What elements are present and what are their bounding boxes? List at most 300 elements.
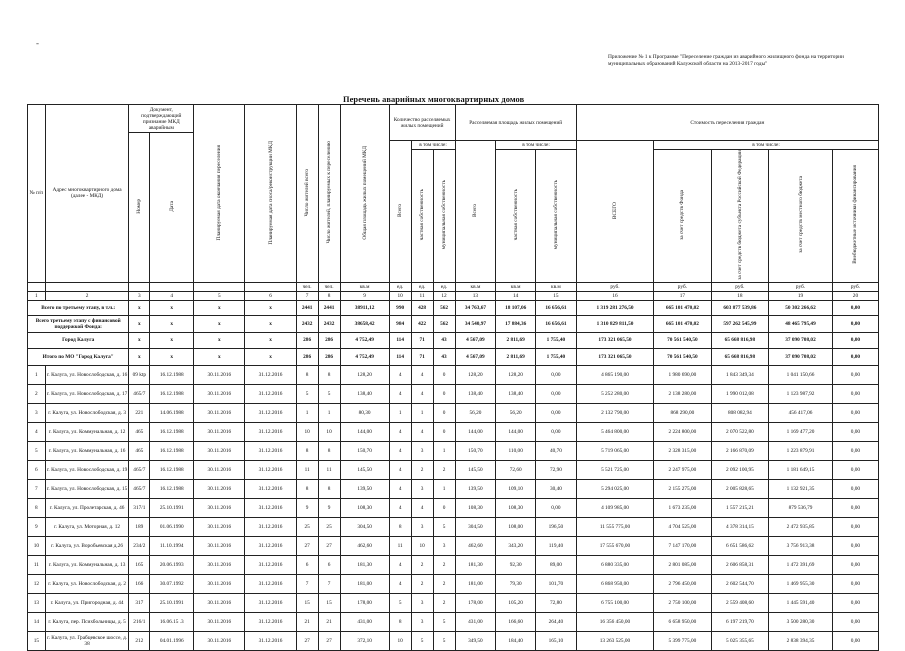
row-address: г. Калуга, пер. Психбольницы, д. 5 <box>45 612 129 631</box>
row-cell: 128,20 <box>496 365 536 384</box>
summary-cell: x <box>194 300 245 315</box>
row-cell: 8 <box>296 365 318 384</box>
row-cell: 31.12.2016 <box>245 498 296 517</box>
row-cell: 21 <box>296 612 318 631</box>
row-cell: 72,90 <box>536 460 577 479</box>
row-cell: 2 559 408,60 <box>711 593 768 612</box>
row-cell: 11 555 775,00 <box>576 517 653 536</box>
summary-cell: 70 561 540,50 <box>654 332 711 348</box>
unit-cell: кв.м <box>536 282 577 291</box>
summary-cell: 173 321 065,50 <box>576 332 653 348</box>
row-cell: 2 796 450,00 <box>654 574 711 593</box>
row-cell: 20.06.1993 <box>150 555 194 574</box>
unit-cell: руб. <box>769 282 833 291</box>
column-number-cell: 2 <box>45 291 129 300</box>
row-cell: 0,00 <box>832 536 878 555</box>
unit-cell: кв.м <box>496 282 536 291</box>
row-cell: 0,00 <box>832 612 878 631</box>
table-row <box>28 422 879 441</box>
column-number-cell: 18 <box>711 291 768 300</box>
row-cell: 0 <box>433 403 455 422</box>
table-row <box>28 536 879 555</box>
row-address: г. Калуга, ул. Новослободская, д. 19 <box>45 460 129 479</box>
row-address: г. Калуга, ул. Коммунальная, д. 16 <box>45 441 129 460</box>
row-cell: 6 <box>318 555 340 574</box>
summary-cell: 4 567,09 <box>455 348 496 365</box>
row-cell: 1 <box>296 403 318 422</box>
summary-cell: 37 090 708,02 <box>769 348 833 365</box>
summary-cell: x <box>245 315 296 332</box>
row-cell: 01.06.1990 <box>150 517 194 536</box>
row-number: 1 <box>28 365 46 384</box>
row-cell: 108,00 <box>496 517 536 536</box>
summary-cell: 71 <box>411 332 433 348</box>
row-cell: 31.12.2016 <box>245 460 296 479</box>
row-cell: 31.12.2016 <box>245 403 296 422</box>
row-cell: 181,30 <box>340 555 389 574</box>
row-cell: 1 223 879,91 <box>769 441 833 460</box>
summary-cell: 70 561 540,50 <box>654 348 711 365</box>
row-cell: 10 <box>318 422 340 441</box>
unit-cell <box>45 282 129 291</box>
row-cell: 0 <box>433 422 455 441</box>
row-cell: 5 521 725,00 <box>576 460 653 479</box>
column-number-cell: 15 <box>536 291 577 300</box>
row-cell: 5 252 280,00 <box>576 384 653 403</box>
column-number-cell: 12 <box>433 291 455 300</box>
summary-cell: 422 <box>411 315 433 332</box>
row-cell: 30.11.2016 <box>194 536 245 555</box>
row-cell: 30,40 <box>536 479 577 498</box>
row-cell: 0 <box>433 498 455 517</box>
row-cell: 56,20 <box>496 403 536 422</box>
row-address: г. Калуга, ул. Моторная, д. 12 <box>45 517 129 536</box>
header-area-private: частная собственность <box>496 150 536 283</box>
row-address: г. Калуга, ул. Новослободская, д. 2 <box>45 574 129 593</box>
row-cell: 11 <box>389 536 411 555</box>
row-cell: 21 <box>318 612 340 631</box>
row-cell: 110,00 <box>496 441 536 460</box>
row-cell: 3 <box>433 536 455 555</box>
summary-cell: x <box>245 300 296 315</box>
summary-cell: x <box>129 348 150 365</box>
row-cell: 139,50 <box>340 479 389 498</box>
row-address: г. Калуга, ул. Воробьевская д.26 <box>45 536 129 555</box>
row-cell: 184,40 <box>496 631 536 650</box>
row-cell: 3 <box>411 517 433 536</box>
row-cell: 2 <box>433 460 455 479</box>
row-cell: 144,00 <box>496 422 536 441</box>
row-cell: 465/7 <box>129 460 150 479</box>
row-cell: 6 868 950,00 <box>576 574 653 593</box>
row-cell: 30.11.2016 <box>194 460 245 479</box>
row-cell: 0,00 <box>832 479 878 498</box>
row-number: 2 <box>28 384 46 403</box>
header-planned-resettlement: Планируемая дата окончания переселения <box>194 105 245 283</box>
row-cell: 31.12.2016 <box>245 612 296 631</box>
row-cell: 0,00 <box>832 517 878 536</box>
row-number: 12 <box>28 574 46 593</box>
row-cell: 5 464 800,00 <box>576 422 653 441</box>
header-cost-local: за счет средств местного бюджета <box>769 150 833 283</box>
row-cell: 31.12.2016 <box>245 555 296 574</box>
unit-cell: ед. <box>411 282 433 291</box>
row-address: г. Калуга, ул. Новослободская, д. 15 <box>45 479 129 498</box>
row-cell: 4 <box>389 441 411 460</box>
table-row <box>28 593 879 612</box>
row-cell: 212 <box>129 631 150 650</box>
document-title: Перечень аварийных многоквартирных домов <box>343 95 525 104</box>
row-cell: 31.12.2016 <box>245 574 296 593</box>
summary-cell: 18 107,06 <box>496 300 536 315</box>
row-cell: 139,50 <box>455 479 496 498</box>
row-cell: 10 <box>389 631 411 650</box>
row-cell: 72,80 <box>536 593 577 612</box>
row-cell: 30.11.2016 <box>194 593 245 612</box>
row-cell: 7 147 170,00 <box>654 536 711 555</box>
summary-cell: 43 <box>433 332 455 348</box>
unit-cell: руб. <box>832 282 878 291</box>
row-cell: 11 <box>296 460 318 479</box>
row-cell: 1 843 349,34 <box>711 365 768 384</box>
header-area-group: Расселяемая площадь жилых помещений <box>455 105 576 141</box>
row-cell: 30.11.2016 <box>194 631 245 650</box>
row-cell: 5 <box>433 631 455 650</box>
row-cell: 1 041 150,66 <box>769 365 833 384</box>
row-cell: 2 606 858,31 <box>711 555 768 574</box>
row-cell: 0,00 <box>832 574 878 593</box>
row-cell: 16.12.1988 <box>150 365 194 384</box>
header-count-total: Всего <box>389 141 411 283</box>
row-cell: 8 <box>318 365 340 384</box>
row-cell: 4 109 985,00 <box>576 498 653 517</box>
summary-cell: x <box>150 348 194 365</box>
column-number-cell: 9 <box>340 291 389 300</box>
summary-cell: 38911,12 <box>340 300 389 315</box>
row-cell: 0,00 <box>832 403 878 422</box>
row-cell: 189 <box>129 517 150 536</box>
summary-cell: x <box>150 315 194 332</box>
row-cell: 4 <box>411 498 433 517</box>
row-address: г. Калуга, ул. Новослободская, д. 3 <box>45 403 129 422</box>
column-number-cell: 20 <box>832 291 878 300</box>
column-number-cell: 13 <box>455 291 496 300</box>
row-cell: 79,30 <box>496 574 536 593</box>
summary-cell: x <box>194 332 245 348</box>
row-cell: 145,50 <box>455 460 496 479</box>
row-cell: 0,00 <box>832 631 878 650</box>
row-cell: 465 <box>129 441 150 460</box>
header-area-including: в том числе: <box>496 141 576 150</box>
summary-cell: 2 811,69 <box>496 348 536 365</box>
row-cell: 2 801 085,00 <box>654 555 711 574</box>
row-number: 14 <box>28 612 46 631</box>
summary-cell: 2432 <box>318 315 340 332</box>
summary-cell: 38658,42 <box>340 315 389 332</box>
summary-cell: 65 668 816,98 <box>711 348 768 365</box>
summary-cell: 0,00 <box>832 300 878 315</box>
header-cost-region: за счет средств бюджета субъекта Российской Федерации <box>711 150 768 283</box>
row-address: г. Калуга, ул. Коммунальная, д. 12 <box>45 422 129 441</box>
row-cell: 2 092 100,95 <box>711 460 768 479</box>
row-cell: 4 <box>389 555 411 574</box>
table-row <box>28 631 879 650</box>
header-cost-including: в том числе: <box>654 141 879 150</box>
row-cell: 16.06.15 .3 <box>150 612 194 631</box>
unit-cell: ед. <box>389 282 411 291</box>
row-cell: 30.11.2016 <box>194 403 245 422</box>
row-cell: 108,30 <box>496 498 536 517</box>
row-number: 5 <box>28 441 46 460</box>
row-cell: 0,00 <box>536 498 577 517</box>
row-cell: 128,20 <box>455 365 496 384</box>
row-cell: 4 <box>389 574 411 593</box>
row-cell: 0,00 <box>832 555 878 574</box>
row-cell: 16.12.1988 <box>150 384 194 403</box>
row-cell: 4 <box>411 384 433 403</box>
row-cell: 1 181 649,15 <box>769 460 833 479</box>
summary-cell: 4 752,49 <box>340 332 389 348</box>
row-cell: 3 500 280,30 <box>769 612 833 631</box>
table-row <box>28 365 879 384</box>
summary-cell: x <box>150 300 194 315</box>
row-cell: 2 328 315,00 <box>654 441 711 460</box>
summary-cell: 16 656,61 <box>536 315 577 332</box>
row-cell: 14.06.1988 <box>150 403 194 422</box>
row-cell: 16.12.1988 <box>150 460 194 479</box>
row-cell: 30.11.2016 <box>194 365 245 384</box>
row-cell: 2 132 790,00 <box>576 403 653 422</box>
summary-label: Итого по МО "Город Калуга" <box>28 348 129 365</box>
row-cell: 181,00 <box>455 574 496 593</box>
summary-cell: 4 752,49 <box>340 348 389 365</box>
row-address: г. Калуга, ул. Новослободская, д. 16 <box>45 365 129 384</box>
row-cell: 5 <box>433 612 455 631</box>
column-number-cell: 17 <box>654 291 711 300</box>
row-cell: 31.12.2016 <box>245 384 296 403</box>
header-total-area: Общая площадь жилых помещений МКД <box>340 105 389 283</box>
row-cell: 0,00 <box>536 403 577 422</box>
row-cell: 25.10.1991 <box>150 593 194 612</box>
summary-cell: 114 <box>389 332 411 348</box>
summary-cell: 2441 <box>318 300 340 315</box>
row-cell: 2 155 275,00 <box>654 479 711 498</box>
column-number-cell: 6 <box>245 291 296 300</box>
row-cell: 6 651 586,62 <box>711 536 768 555</box>
row-cell: 0 <box>433 365 455 384</box>
row-cell: 11 <box>318 460 340 479</box>
row-cell: 31.12.2016 <box>245 631 296 650</box>
row-cell: 16.12.1988 <box>150 479 194 498</box>
row-cell: 30.11.2016 <box>194 498 245 517</box>
row-cell: 27 <box>318 631 340 650</box>
row-cell: 1 <box>433 441 455 460</box>
row-cell: 30.11.2016 <box>194 574 245 593</box>
row-cell: 1 445 591,40 <box>769 593 833 612</box>
summary-cell: 562 <box>433 300 455 315</box>
summary-cell: 0,00 <box>832 348 878 365</box>
row-cell: 5 294 025,00 <box>576 479 653 498</box>
row-cell: 264,40 <box>536 612 577 631</box>
summary-cell: 428 <box>411 300 433 315</box>
row-cell: 145,50 <box>340 460 389 479</box>
summary-cell: 286 <box>318 348 340 365</box>
column-number-cell: 5 <box>194 291 245 300</box>
row-cell: 5 <box>318 384 340 403</box>
row-cell: 8 <box>296 441 318 460</box>
row-cell: 2 472 935,85 <box>769 517 833 536</box>
row-cell: 2 <box>433 555 455 574</box>
row-cell: 30.11.2016 <box>194 479 245 498</box>
summary-cell: 50 302 266,62 <box>769 300 833 315</box>
summary-cell: 114 <box>389 348 411 365</box>
row-cell: 166 <box>129 574 150 593</box>
row-cell: 15 <box>296 593 318 612</box>
row-cell: 4 <box>389 460 411 479</box>
row-cell: 30.11.2016 <box>194 555 245 574</box>
summary-cell: 990 <box>389 300 411 315</box>
row-cell: 1 469 955,30 <box>769 574 833 593</box>
summary-cell: 71 <box>411 348 433 365</box>
row-cell: 465/7 <box>129 384 150 403</box>
row-cell: 181,30 <box>455 555 496 574</box>
summary-cell: 984 <box>389 315 411 332</box>
row-cell: 196,50 <box>536 517 577 536</box>
row-cell: 465/7 <box>129 479 150 498</box>
row-address: г. Калуга, ул. Пролетарская, д. 46 <box>45 498 129 517</box>
summary-cell: 43 <box>433 348 455 365</box>
row-cell: 150,70 <box>340 441 389 460</box>
column-numbers-row <box>28 291 879 300</box>
row-cell: 462,60 <box>340 536 389 555</box>
row-cell: 4 <box>389 479 411 498</box>
header-cost-other: Внебюджетные источники финансирования <box>832 150 878 283</box>
row-cell: 181,00 <box>340 574 389 593</box>
row-cell: 31.12.2016 <box>245 422 296 441</box>
summary-cell: x <box>245 348 296 365</box>
row-cell: 0,00 <box>536 384 577 403</box>
corner-mark: - <box>36 38 39 48</box>
summary-cell: 603 877 539,86 <box>711 300 768 315</box>
table-row <box>28 612 879 631</box>
row-cell: 31.12.2016 <box>245 441 296 460</box>
summary-cell: 2441 <box>296 300 318 315</box>
summary-cell: 665 101 470,02 <box>654 300 711 315</box>
row-cell: 6 880 335,00 <box>576 555 653 574</box>
row-cell: 5 <box>433 517 455 536</box>
row-cell: 1 980 690,00 <box>654 365 711 384</box>
row-cell: 234/2 <box>129 536 150 555</box>
row-cell: 27 <box>318 536 340 555</box>
summary-cell: 65 668 816,98 <box>711 332 768 348</box>
summary-cell: 1 755,40 <box>536 348 577 365</box>
row-cell: 56,20 <box>455 403 496 422</box>
row-cell: 6 658 950,00 <box>654 612 711 631</box>
summary-cell: 2432 <box>296 315 318 332</box>
row-cell: 2 838 394,35 <box>769 631 833 650</box>
header-doc-group: Документ, подтверждающий признание МКД аварийным <box>129 105 194 133</box>
row-cell: 31.12.2016 <box>245 536 296 555</box>
table-row <box>28 460 879 479</box>
row-number: 4 <box>28 422 46 441</box>
row-cell: 2 602 544,70 <box>711 574 768 593</box>
summary-cell: 286 <box>296 348 318 365</box>
row-cell: 3 <box>411 593 433 612</box>
row-cell: 119,40 <box>536 536 577 555</box>
header-planned-demolition: Планируемая дата сноса/реконструкции МКД <box>245 105 296 283</box>
summary-cell: x <box>129 315 150 332</box>
row-cell: 431,00 <box>340 612 389 631</box>
row-cell: 5 719 065,00 <box>576 441 653 460</box>
summary-cell: 597 262 545,99 <box>711 315 768 332</box>
row-cell: 4 378 314,15 <box>711 517 768 536</box>
unit-cell: руб. <box>576 282 653 291</box>
unit-cell <box>245 282 296 291</box>
header-cost-fund: за счет средств Фонда <box>654 150 711 283</box>
row-cell: 31.12.2016 <box>245 365 296 384</box>
column-number-cell: 10 <box>389 291 411 300</box>
row-cell: 15 <box>318 593 340 612</box>
row-cell: 165,10 <box>536 631 577 650</box>
header-area-municipal: муниципальная собственность <box>536 150 577 283</box>
row-cell: 101,70 <box>536 574 577 593</box>
summary-cell: 1 755,40 <box>536 332 577 348</box>
row-cell: 27 <box>296 631 318 650</box>
unit-cell: руб. <box>711 282 768 291</box>
row-cell: 4 <box>411 422 433 441</box>
header-count-municipal: муниципальная собственность <box>433 150 455 283</box>
row-cell: 7 <box>318 574 340 593</box>
row-number: 6 <box>28 460 46 479</box>
row-cell: 349,50 <box>455 631 496 650</box>
row-cell: 0,00 <box>832 384 878 403</box>
row-cell: 5 <box>389 593 411 612</box>
row-cell: 4 865 190,00 <box>576 365 653 384</box>
row-cell: 30.07.1992 <box>150 574 194 593</box>
row-cell: 465 <box>129 422 150 441</box>
header-doc-date: Дата <box>150 133 194 283</box>
row-number: 13 <box>28 593 46 612</box>
unit-cell <box>150 282 194 291</box>
row-cell: 10 <box>411 536 433 555</box>
row-cell: 138,40 <box>496 384 536 403</box>
table-row <box>28 498 879 517</box>
row-cell: 40,70 <box>536 441 577 460</box>
table-row <box>28 441 879 460</box>
summary-cell: 34 763,67 <box>455 300 496 315</box>
summary-cell: 0,00 <box>832 315 878 332</box>
column-number-cell: 3 <box>129 291 150 300</box>
summary-cell: x <box>129 332 150 348</box>
row-cell: 30.11.2016 <box>194 612 245 631</box>
row-address: г. Калуга, ул. Коммунальная, д. 13 <box>45 555 129 574</box>
row-cell: 3 756 913,38 <box>769 536 833 555</box>
row-cell: 372,10 <box>340 631 389 650</box>
row-cell: 2 247 975,00 <box>654 460 711 479</box>
row-cell: 3 <box>411 441 433 460</box>
row-cell: 808 082,94 <box>711 403 768 422</box>
summary-cell: 665 101 470,02 <box>654 315 711 332</box>
header-cost-total: ВСЕГО <box>576 141 653 283</box>
emergency-houses-table <box>27 104 879 651</box>
row-cell: 0,00 <box>536 422 577 441</box>
row-cell: 2 138 280,00 <box>654 384 711 403</box>
row-cell: 1 <box>389 403 411 422</box>
row-cell: 9 <box>318 498 340 517</box>
row-cell: 8 <box>318 441 340 460</box>
summary-cell: 1 310 829 811,50 <box>576 315 653 332</box>
table-row <box>28 555 879 574</box>
